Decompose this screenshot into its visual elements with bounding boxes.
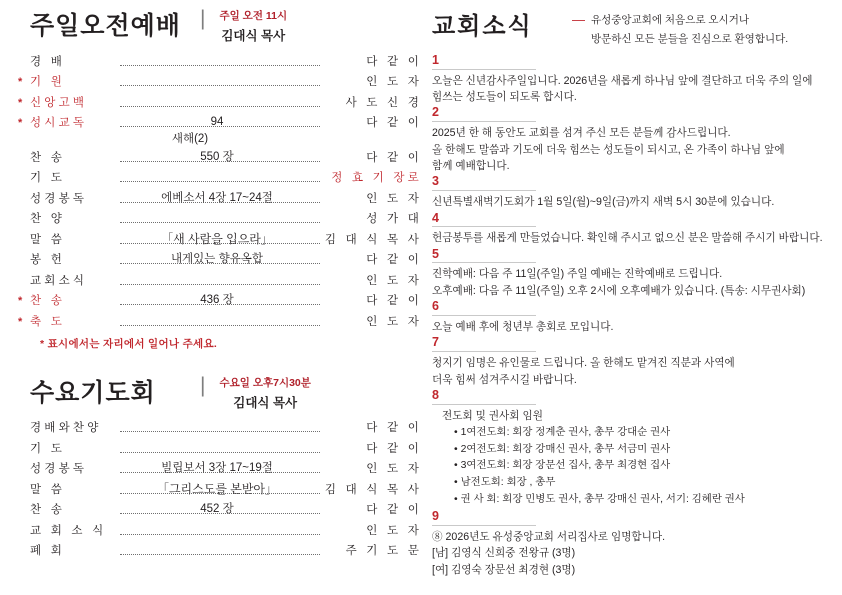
order-row (18, 208, 422, 229)
service-time: 주일 오전 11시 (219, 10, 288, 22)
service-pastor: 김대식 목사 (221, 29, 286, 43)
order-actor: 사 도 신 경 (345, 96, 422, 109)
news-line: [여] 김영숙 장문선 최경현 (3명) (432, 563, 576, 576)
order-row (18, 228, 422, 249)
order-actor: 다 같 이 (366, 442, 422, 455)
news-line: 청지기 임명은 유인물로 드립니다. 올 한해도 맡겨진 직분과 사역에 (432, 357, 735, 370)
news-line: 헌금봉투를 새롭게 만들었습니다. 확인해 주시고 없으신 분은 말씀해 주시기 바랍니다. (432, 232, 823, 245)
order-dots (120, 325, 320, 326)
news-line: 올 한해도 말씀과 기도에 더욱 힘쓰는 성도들이 되시고, 온 가족이 하나님 앞에 (432, 143, 785, 156)
order-item-label: 찬 송 (30, 295, 66, 307)
news-divider (432, 69, 536, 70)
news-number: 4 (432, 210, 439, 225)
order-row (18, 71, 422, 92)
news-item (432, 54, 832, 106)
news-divider (432, 121, 536, 122)
order-item-label: 기 도 (30, 172, 66, 184)
news-body (432, 319, 832, 335)
news-number: 9 (432, 508, 439, 523)
order-item-label: 교회소식 (30, 274, 88, 287)
list-item (454, 425, 832, 442)
news-body (432, 230, 832, 246)
officer-text: 1여전도회: 회장 정계춘 권사, 총무 강대순 권사 (460, 426, 671, 438)
service-divider: | (200, 373, 206, 397)
news-divider (432, 404, 536, 405)
order-item-label: 찬 송 (30, 504, 66, 516)
order-row (18, 187, 422, 208)
order-item-label: 신앙고백 (30, 96, 88, 109)
news-item (432, 336, 832, 388)
church-news-column (432, 6, 832, 579)
service-divider: | (200, 7, 206, 30)
welcome-line: 방문하신 모든 분들을 진심으로 환영합니다. (591, 33, 789, 46)
news-body (432, 266, 832, 299)
order-actor: 다 같 이 (366, 254, 422, 266)
news-line: 더욱 힘써 섬겨주시길 바랍니다. (432, 373, 577, 386)
order-item-label: 경 배 (30, 55, 66, 68)
news-body (432, 73, 832, 106)
bullet-icon: • (454, 494, 458, 506)
news-divider (432, 351, 536, 352)
order-subdetail: 새해(2) (171, 133, 209, 145)
order-detail: 빌립보서 3장 17~19절 (161, 462, 273, 474)
news-number: 8 (432, 387, 439, 402)
order-actor: 인 도 자 (366, 524, 422, 537)
order-row (18, 478, 422, 499)
service-header (18, 373, 422, 411)
service-sunday-morning (18, 6, 422, 351)
news-line: 오늘 예배 후에 청년부 총회로 모입니다. (432, 321, 614, 333)
order-star: * (18, 117, 23, 129)
order-dots (120, 554, 320, 555)
list-item (454, 458, 832, 475)
news-header (432, 6, 832, 50)
order-detail: 550 장 (200, 150, 234, 163)
order-item-label: 봉 헌 (30, 254, 66, 266)
news-divider (432, 190, 536, 191)
service-meta (219, 6, 287, 44)
order-actor: 인 도 자 (366, 76, 422, 88)
order-row (18, 519, 422, 540)
news-title: 교회소식 (432, 13, 533, 40)
order-dots (120, 431, 320, 432)
service-header (18, 6, 422, 44)
order-dots (120, 284, 320, 285)
news-items (432, 54, 832, 578)
news-item (432, 510, 832, 578)
order-item-label: 찬 양 (30, 213, 66, 225)
order-item-label: 폐 회 (30, 545, 66, 557)
officer-text: 남전도회: 회장 , 총무 (460, 477, 556, 489)
order-item-label: 기 원 (30, 76, 66, 88)
news-item (432, 175, 832, 210)
officer-text: 권 사 회: 회장 민병도 권사, 총무 강매신 권사, 서기: 김혜란 권사 (460, 494, 745, 506)
service-pastor: 김대식 목사 (233, 395, 298, 410)
order-dots (120, 222, 320, 223)
news-line: 오늘은 신년감사주일입니다. 2026년을 새롭게 하나님 앞에 결단하고 더욱 주의 일에 (432, 74, 813, 87)
order-dots (120, 65, 320, 66)
news-line: 신년특별새벽기도회가 1월 5일(월)~9일(금)까지 새벽 5시 30분에 있습니다. (432, 196, 775, 209)
order-actor: 주 기 도 문 (345, 545, 422, 557)
news-divider (432, 262, 536, 263)
order-star: * (18, 96, 23, 109)
order-row (18, 458, 422, 479)
news-number: 3 (432, 174, 439, 189)
order-item-label: 말 씀 (30, 233, 66, 246)
service-order-list (18, 417, 422, 561)
service-meta (219, 373, 310, 411)
news-line: ⑧ 2026년도 유성중앙교회 서리집사로 임명합니다. (432, 530, 666, 543)
order-item-label: 기 도 (30, 442, 66, 455)
order-detail: 452 장 (200, 503, 234, 515)
order-actor: 김 대 식 목 사 (324, 483, 422, 496)
order-item-label: 말 씀 (30, 483, 66, 496)
order-actor: 다 같 이 (366, 55, 422, 68)
order-star: * (18, 295, 23, 307)
order-row (18, 417, 422, 438)
order-actor: 인 도 자 (366, 315, 422, 328)
order-dots (120, 106, 320, 107)
order-row (18, 269, 422, 290)
service-title: 수요기도회 (30, 378, 156, 407)
order-item-label: 교 회 소 식 (30, 524, 107, 537)
order-dots (120, 452, 320, 453)
order-item-label: 성경봉독 (30, 192, 88, 205)
officer-list (454, 425, 832, 509)
order-row (18, 437, 422, 458)
order-dots (120, 181, 320, 182)
order-row (18, 310, 422, 331)
service-wednesday-prayer (18, 373, 422, 561)
order-row (18, 290, 422, 311)
order-star: * (18, 315, 23, 328)
news-number: 6 (432, 299, 439, 314)
news-line: [남] 김영식 신희중 전왕규 (3명) (432, 547, 576, 560)
order-row (18, 112, 422, 133)
service-time: 수요일 오후7시30분 (219, 376, 311, 389)
service-title: 주일오전예배 (30, 12, 181, 40)
order-actor: 인 도 자 (366, 192, 422, 205)
order-item-label: 성시교독 (30, 117, 88, 129)
officer-section-title: 전도회 및 권사회 임원 (442, 409, 543, 422)
order-detail: 436 장 (200, 294, 234, 306)
order-actor: 다 같 이 (366, 422, 422, 434)
standing-note: * 표시에서는 자리에서 일어나 주세요. (40, 337, 218, 350)
order-actor: 다 같 이 (366, 504, 422, 516)
news-body (432, 355, 832, 388)
order-row (18, 146, 422, 167)
order-detail: 94 (210, 116, 224, 128)
order-item-label: 성경봉독 (30, 463, 88, 475)
order-detail: 내게있는 향유옥합 (170, 253, 264, 265)
news-divider (432, 226, 536, 227)
list-item (454, 442, 832, 459)
order-detail: 「그리스도를 본받아」 (156, 481, 278, 496)
list-item (454, 475, 832, 492)
news-line: 진학예배: 다음 주 11일(주일) 주일 예배는 진학예배로 드립니다. (432, 268, 723, 281)
order-item-label: 찬 송 (30, 151, 66, 164)
welcome-line: 유성중앙교회에 처음으로 오시거나 (591, 14, 749, 26)
news-number: 2 (432, 105, 439, 120)
order-actor: 다 같 이 (366, 295, 422, 307)
order-actor: 성 가 대 (366, 213, 422, 225)
order-row (18, 167, 422, 188)
order-dots (120, 534, 320, 535)
order-row (18, 249, 422, 270)
officer-text: 3여전도회: 회장 장문선 집사, 총무 최경현 집사 (460, 460, 671, 472)
news-body (432, 529, 832, 578)
order-actor: 정 효 기 장로 (331, 172, 422, 184)
news-item (432, 248, 832, 300)
news-item (432, 212, 832, 247)
news-item (432, 389, 832, 509)
bullet-icon: • (454, 460, 458, 472)
news-divider (432, 315, 536, 316)
news-divider (432, 525, 536, 526)
news-body (432, 194, 832, 210)
bullet-icon: • (454, 477, 458, 489)
order-dots (120, 85, 320, 86)
order-detail: 에베소서 4장 17~24절 (161, 191, 273, 204)
officer-text: 2여전도회: 회장 강매신 권사, 총무 서금미 권사 (460, 443, 671, 455)
order-star: * (18, 76, 23, 88)
order-actor: 김 대 식 목 사 (324, 233, 422, 246)
news-body (432, 125, 832, 174)
order-item-label: 경배와찬양 (30, 422, 102, 434)
order-row (18, 499, 422, 520)
order-actor: 인 도 자 (366, 274, 422, 287)
news-number: 5 (432, 246, 439, 261)
order-actor: 다 같 이 (366, 151, 422, 164)
welcome-text (591, 6, 788, 50)
news-number: 1 (432, 52, 439, 67)
order-row (18, 50, 422, 71)
order-detail: 「새 사람을 입으라」 (161, 231, 273, 246)
dash-icon: — (572, 12, 585, 27)
order-actor: 인 도 자 (366, 463, 422, 475)
news-item (432, 106, 832, 174)
order-row (18, 540, 422, 561)
news-line: 함께 예배합니다. (432, 159, 510, 172)
news-number: 7 (432, 335, 439, 350)
news-line: 오후예배: 다음 주 11일(주일) 오후 2시에 오후예배가 있습니다. (특송: 시무권사회) (432, 284, 806, 297)
bullet-icon: • (454, 426, 458, 438)
bullet-icon: • (454, 443, 458, 455)
order-item-label: 축 도 (30, 315, 66, 328)
order-actor: 다 같 이 (366, 117, 422, 129)
list-item (454, 492, 832, 509)
news-item (432, 300, 832, 335)
order-of-service-column (18, 6, 422, 560)
service-order-list (18, 50, 422, 331)
order-row (18, 91, 422, 112)
news-line: 힘쓰는 성도들이 되도록 합시다. (432, 91, 577, 103)
news-line: 2025년 한 해 동안도 교회를 섬겨 주신 모든 분들께 감사드립니다. (432, 127, 731, 140)
